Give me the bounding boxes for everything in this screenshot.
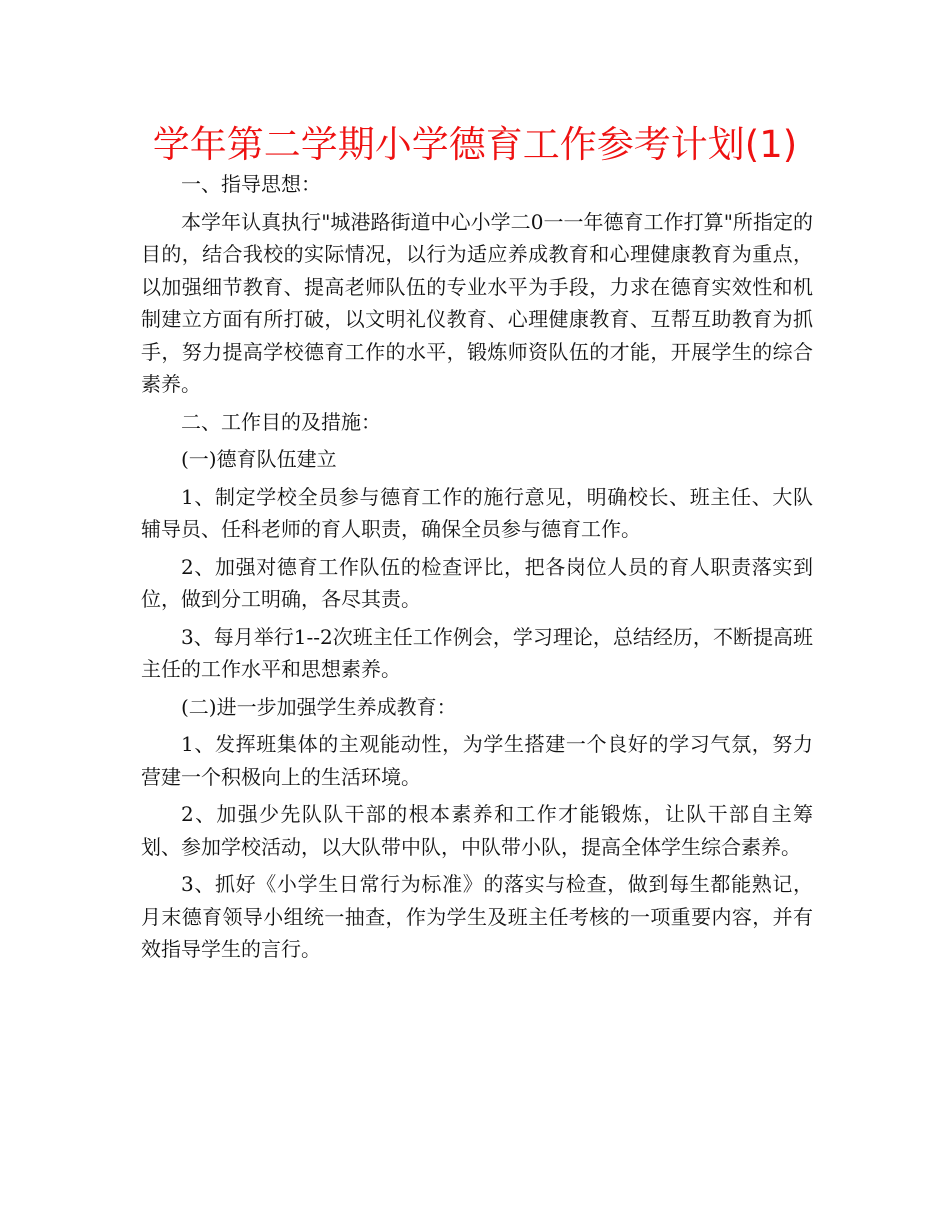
subsection-heading-habit-education: (二)进一步加强学生养成教育： <box>181 694 457 719</box>
list-item: 3、抓好《小学生日常行为标准》的落实与检查，做到每生都能熟记，月末德育领导小组统一抽查，作为学生及班主任考核的一项重要内容，并有效指导学生的言行。 <box>141 872 813 961</box>
subsection-heading-team-building: (一)德育队伍建立 <box>181 447 337 471</box>
section-heading-goals-measures: 二、工作目的及措施： <box>181 409 381 434</box>
list-item: 1、发挥班集体的主观能动性，为学生搭建一个良好的学习气氛，努力营建一个积极向上的生活环境。 <box>141 732 813 789</box>
section-heading-guiding-thought: 一、指导思想： <box>181 172 321 196</box>
paragraph-guiding-thought: 本学年认真执行"城港路街道中心小学二0一一年德育工作打算"所指定的目的，结合我校的实际情况，以行为适应养成教育和心理健康教育为重点，以加强细节教育、提高老师队伍的专业水平为手段，力求在德育实效性和机制建立方面有所打破，以文明礼仪教育、心理健康教育、互帮互助教育为抓手，努力提高学校德育工作的水平，锻炼师资队伍的才能，开展学生的综合素养。 <box>141 209 813 396</box>
list-item: 3、每月举行1--2次班主任工作例会，学习理论，总结经历，不断提高班主任的工作水平和思想素养。 <box>141 624 813 681</box>
list-item: 2、加强对德育工作队伍的检查评比，把各岗位人员的育人职责落实到位，做到分工明确，各尽其责。 <box>141 554 813 611</box>
list-item: 1、制定学校全员参与德育工作的施行意见，明确校长、班主任、大队辅导员、任科老师的育人职责，确保全员参与德育工作。 <box>141 484 813 541</box>
document-title: 学年第二学期小学德育工作参考计划(1) <box>152 123 798 166</box>
list-item: 2、加强少先队队干部的根本素养和工作才能锻炼，让队干部自主筹划、参加学校活动，以大队带中队，中队带小队，提高全体学生综合素养。 <box>141 802 813 859</box>
document-body <box>141 168 813 971</box>
